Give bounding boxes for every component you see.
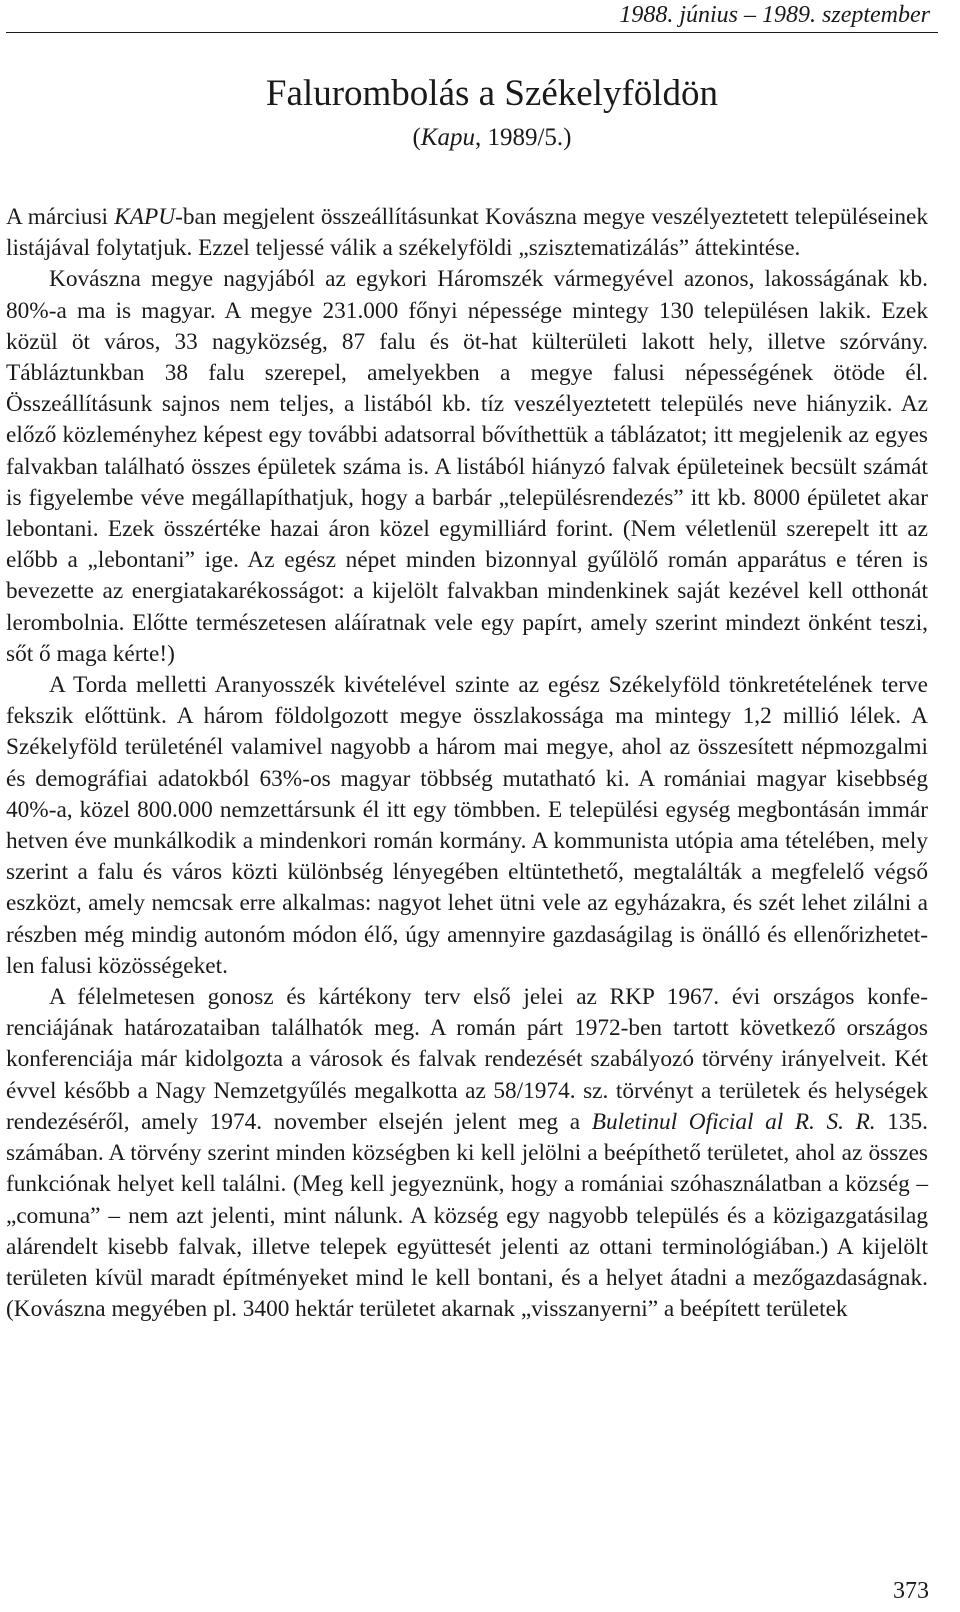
page-number: 373 [893,1578,929,1604]
header-rule [6,32,938,33]
running-head: 1988. június – 1989. szeptember [619,2,930,28]
paragraph-law-history [6,982,928,1325]
paragraph-szekelyfold: A Torda melletti Aranyosszék kivételével szinte az egész Székelyföld tönkretételének terve fekszik előttünk. A három földolgozott megye összlakossága ma mintegy 1,2 millió lélek. A Székelyföld területénél valamivel nagyobb a három mai megye, ahol az összesített népmozgalmi és demográfiai adatokból 63%-os magyar többség mutatható ki. A romániai magyar kisebbség 40%-a, közel 800.000 nemzettársunk él itt egy tömbben. E települési egység megbontásán immár hetven éve munkálkodik a mindenkori román kormány. A kommunista utópia ama tételében, mely szerint a falu és város közti különbség lényegében eltüntethető, megtalálták a megfelelő végső eszközt, amely nemcsak erre alkalmas: nagyot lehet ütni vele az egyházakra, és szét lehet zilálni a részben még mindig autonóm módon élő, úgy amennyire gazdaságilag is önálló és ellenőrizhetetlen falusi közösségeket. [6,672,928,979]
kapu-journal-name: KAPU [114,204,176,230]
p4-text-b: 135. számában. A törvény szerint minden községben ki kell jelölni a beépíthető területet, ahol az összes funkciónak helyet kell találni. (Meg kell jegyeznünk, hogy a romániai szóhasználatban a község – „comuna” – nem azt jelenti, mint nálunk. A község egy nagyobb település és a közigazgatásilag alárendelt kisebb falvak, illetve telepek együttesét jelenti az ottani terminológiában.) A kijelölt területen kívül maradt építményeket mind le kell bontani, és a helyet átadni a mezőgazdaságnak. (Kovászna megyében pl. 3400 hektár területet akarnak „visszanyerni” a beépített területek [6,1108,929,1323]
p1-text-a: A márciusi [6,204,115,230]
source-journal: Kapu [420,124,475,151]
article-title: Falurombolás a Székelyföldön [265,73,719,114]
paragraph-kovaszna: Kovászna megye nagyjából az egykori Háromszék vármegyével azonos, lakosságának kb. 80%-a ma is magyar. A megye 231.000 főnyi népessége mintegy 130 településen lakik. Ezek közül öt város, 33 nagyközség, 87 falu és öt-hat külterületi lakott hely, illetve szórvány. Tábláztunkban 38 falu szerepel, amelyekben a megye falusi népességének ötöde él. Összeállításunk sajnos nem teljes, a listából kb. tíz veszélyeztetett település neve hiányzik. Az előző közleményhez képest egy további adatsorral bővíthettük a táblázatot; itt megjelenik az egyes falvakban található összes épületek száma is. A listából hiányzó falvak épületeinek becsült számát is figyelembe véve megállapíthatjuk, hogy a barbár „településrendezés” itt kb. 8000 épületet akar lebontani. Ezek összértéke hazai áron közel egymilliárd forint. (Nem véletlenül szerepelt itt az előbb a „lebontani” ige. Az egész népet minden bizonnyal gyűlölő román apparátus e téren is bevezette az energiatakarékosságot: a kijelölt falvakban mindenkinek saját kezével kell otthonát lerombolnia. Előtte természetesen aláíratnak vele egy papírt, amely szerint mindezt önként teszi, sőt ő maga kérte!) [6,266,928,667]
paragraph-intro [6,202,928,264]
buletinul-journal-name: Buletinul Oficial al R. S. R. [591,1108,876,1135]
p1-text-b: -ban megjelent összeállításunkat Kovászna megye veszélyeztetett településeinek listájával folytatjuk. Ezzel teljessé válik a székelyföldi „szisztematizálás” áttekintése. [6,204,928,262]
article-source [0,124,960,152]
source-rest: , 1989/5.) [474,124,572,151]
article-body [6,202,928,1325]
source-open: ( [412,124,421,151]
p4-text-a: A félelmetesen gonosz és kártékony terv első jelei az RKP 1967. évi országos konferenciájának határozataiban találhatók meg. A román párt 1972-ben tartott következő országos konferenciája már kidolgozta a városok és falvak rendezését szabályozó törvény irányelveit. Két évvel később a Nagy Nemzetgyűlés megalkotta az 58/1974. sz. törvényt a területek és helységek rendezéséről, amely 1974. november elsején jelent meg a [6,984,928,1135]
